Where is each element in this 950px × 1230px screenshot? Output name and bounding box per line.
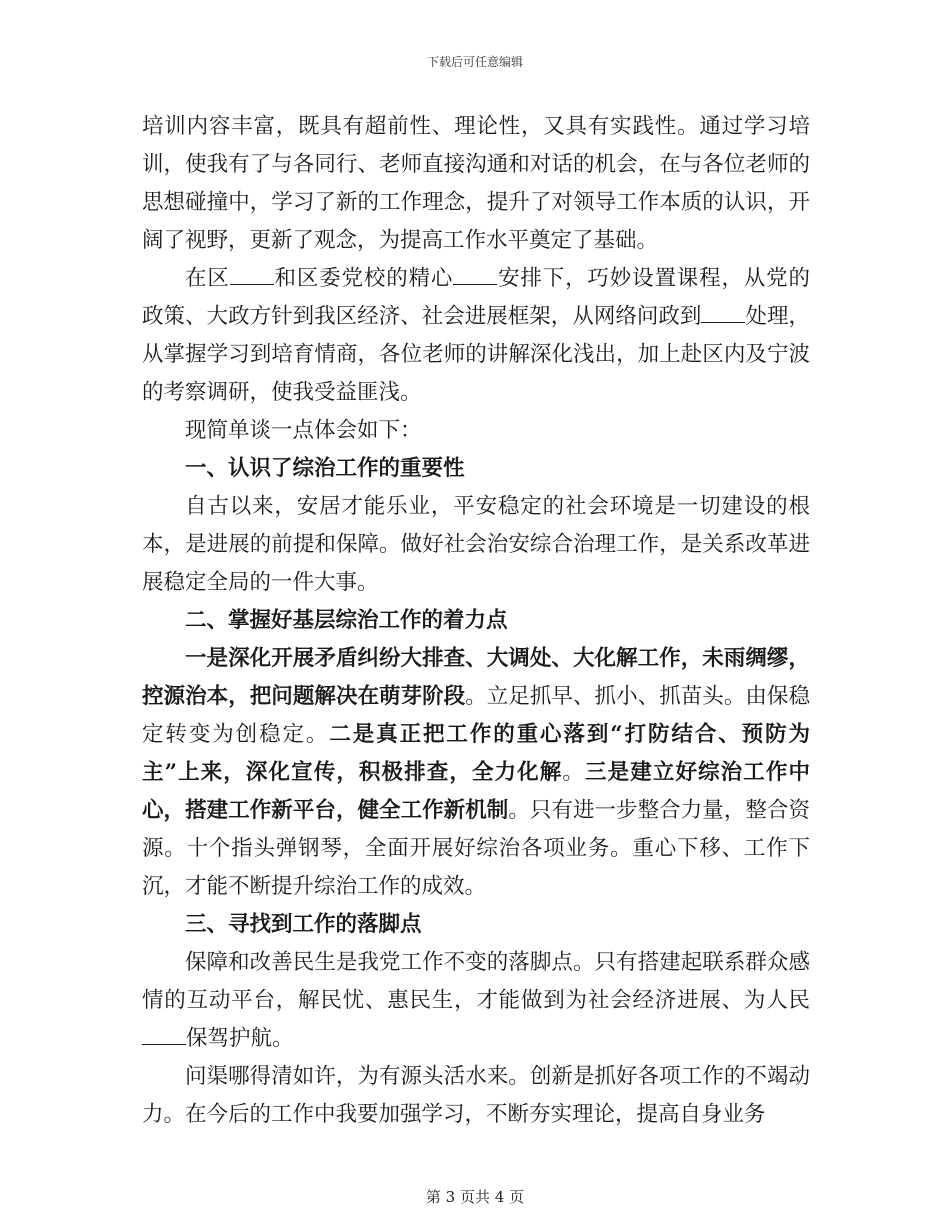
text-segment: 保障和改善民生是我党工作不变的落脚点。只有搭建起联系群众感情的互动平台，解民忧、惠民生，才能做到为社会经济进展、为人民 (142, 950, 810, 1013)
paragraph-arrangement (142, 260, 810, 412)
bold-text: 二是真正把工作的重心落到“打防结合、预防为主”上来，深化宣传，积极排查，全力化解 (142, 722, 810, 785)
blank-line (701, 302, 745, 323)
bold-text: 三是建立好综治工作中心，搭建工作新平台，健全工作新机制 (142, 760, 810, 823)
text-segment: 安排下，巧妙设置课程，从党的政策、大政方针到我区经济、社会进展框架，从网络问政到 (142, 266, 810, 329)
paragraph-training: 培训内容丰富，既具有超前性、理论性，又具有实践性。通过学习培训，使我有了与各同行、老师直接沟通和对话的机会，在与各位老师的思想碰撞中，学习了新的工作理念，提升了对领导工作本质的认识，开阔了视野，更新了观念，为提高工作水平奠定了基础。 (142, 114, 810, 253)
section-heading-1: 一、认识了综治工作的重要性 (185, 456, 465, 481)
text-segment: 。只有进一步整合力量，整合资源。十个指头弹钢琴，全面开展好综治各项业务。重心下移、工作下沉，才能不断提升综治工作的成效。 (142, 798, 810, 899)
text-segment: 。立足抓早、抓小、抓苗头。由保稳定转变为创稳定。 (142, 684, 810, 747)
page-header: 下载后可任意编辑 (426, 55, 523, 69)
paragraph-innovation: 问渠哪得清如许，为有源头活水来。创新是抓好各项工作的不竭动力。在今后的工作中我要加强学习，不断夯实理论，提高自身业务 (142, 1064, 810, 1127)
text-segment: 。 (562, 760, 586, 785)
section-heading-2: 二、掌握好基层综治工作的着力点 (185, 608, 508, 633)
document-body (142, 108, 810, 1134)
text-segment: 处理，从掌握学习到培育情商，各位老师的讲解深化浅出，加上赴区内及宁波的考察调研，使我受益匪浅。 (142, 304, 810, 405)
blank-line (142, 1024, 186, 1045)
paragraph-importance: 自古以来，安居才能乐业，平安稳定的社会环境是一切建设的根本，是进展的前提和保障。做好社会治安综合治理工作，是关系改革进展稳定全局的一件大事。 (142, 494, 810, 595)
text-segment: 保驾护航。 (186, 1026, 294, 1051)
text-segment: 和区委党校的精心 (273, 266, 454, 291)
bold-text: 一是深化开展矛盾纠纷大排查、大调处、大化解工作，未雨绸缪，控源治本，把问题解决在萌芽阶段 (142, 646, 810, 709)
text-segment: 在区 (185, 266, 230, 291)
paragraph-livelihood (142, 944, 810, 1058)
page-footer: 第 3 页共 4 页 (425, 1188, 525, 1206)
paragraph-intro: 现简单谈一点体会如下： (185, 418, 422, 443)
section-heading-3: 三、寻找到工作的落脚点 (185, 912, 422, 937)
blank-line (453, 264, 497, 285)
paragraph-focus-points (142, 640, 810, 906)
blank-line (230, 264, 274, 285)
